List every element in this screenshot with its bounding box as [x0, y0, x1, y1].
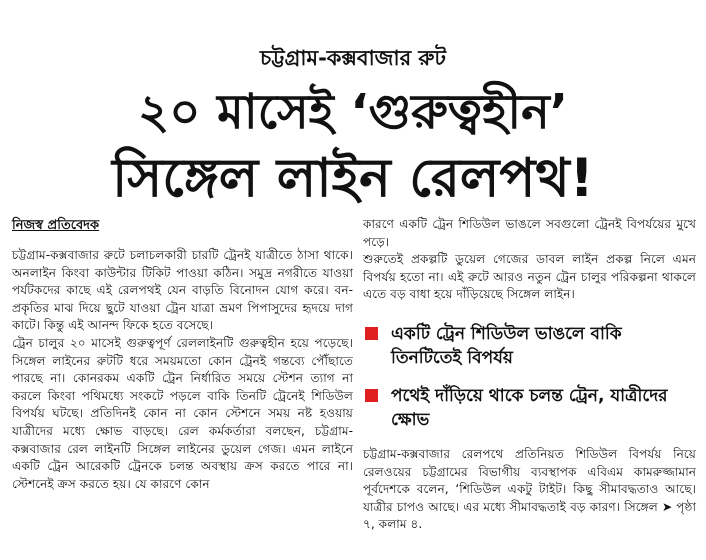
- red-square-bullet-icon: [365, 389, 378, 402]
- callout-1: [363, 322, 696, 370]
- headline-line-1: ২০ মাসেই ‘গুরুত্বহীন’: [138, 84, 568, 140]
- body-paragraph-5: [363, 446, 696, 534]
- callout-2: [363, 384, 696, 432]
- headline-line-2: সিঙ্গেল লাইন রেলপথ!: [112, 148, 594, 209]
- body-paragraph-2: ট্রেন চালুর ২০ মাসেই গুরুত্বপূর্ণ রেললাইনটি গুরুত্বহীন হয়ে পড়েছে। সিঙ্গেল লাইনের রুটটি ধরে সময়মতো কোন ট্রেনই গন্তব্যে পৌঁছাতে পারছে না। কোনরকম একটি ট্রেন নির্ধারিত সময়ে স্টেশন ত্যাগ না করলে কিংবা পথিমধ্যে সংকটে পড়লে বাকি তিনটি ট্রেনেই শিডিউল বিপর্যয় ঘটছে। প্রতিদিনই কোন না কোন স্টেশনে সময় নষ্ট হওয়ায় যাত্রীদের মধ্যে ক্ষোভ বাড়ছে। রেল কর্মকর্তারা বলছেন, চট্টগ্রাম-কক্সবাজার রেল লাইনটি সিঙ্গেল লাইনের ডুয়েল গেজ। এমন লাইনে একটি ট্রেন আরেকটি ট্রেনকে চলন্ত অবস্থায় ক্রস করতে পারে না। স্টেশনেই ক্রস করতে হয়। যে কারণে কোন: [12, 335, 353, 491]
- article-kicker: চট্টগ্রাম-কক্সবাজার রুট: [260, 46, 446, 70]
- body-paragraph-3: কারণে একটি ট্রেন শিডিউল ভাঙলে সবগুলো ট্রেনই বিপর্যয়ের মুখে পড়ে।: [363, 217, 696, 249]
- body-paragraph-1: চট্টগ্রাম-কক্সবাজার রুটে চলাচলকারী চারটি ট্রেনই যাত্রীতে ঠাসা থাকে। অনলাইন কিংবা কাউন্টার টিকিট পাওয়া কঠিন। সমুদ্র নগরীতে যাওয়া পর্যটকদের কাছে এই রেলপথই যেন বাড়তি বিনোদন যোগ করে। বন-প্রকৃতির মাঝ দিয়ে ছুটে যাওয়া ট্রেন যাত্রা ভ্রমণ পিপাসুদের হৃদয়ে দাগ কাটে। কিন্তু এই আনন্দ ফিকে হতে বসেছে।: [12, 248, 353, 333]
- continuation-arrow-icon: ➤: [661, 499, 673, 514]
- red-square-bullet-icon: [365, 327, 378, 340]
- body-paragraph-5-text: চট্টগ্রাম-কক্সবাজার রেলপথে প্রতিনিয়ত শিডিউল বিপর্যয় নিয়ে রেলওয়ের চট্টগ্রামের বিভাগীয় ব্যবস্থাপক এবিএম কামরুজ্জামান পূর্বদেশকে বলেন, ‘শিডিউল একটু টাইট। কিছু সীমাবদ্ধতাও আছে। যাত্রীর চাপও আছে। এর মধ্যে সীমাবদ্ধতাই বড় কারণ। সিঙ্গেল: [363, 446, 696, 514]
- callout-1-text: একটি ট্রেন শিডিউল ভাঙলে বাকি তিনটিতেই বিপর্যয়: [391, 323, 622, 368]
- callout-2-text: পথেই দাঁড়িয়ে থাকে চলন্ত ট্রেন, যাত্রীদের ক্ষোভ: [391, 385, 668, 430]
- byline: নিজস্ব প্রতিবেদক: [12, 218, 100, 233]
- right-column: [363, 216, 696, 534]
- body-paragraph-4: শুরুতেই প্রকল্পটি ডুয়েল গেজের ডাবল লাইন প্রকল্প নিলে এমন বিপর্যয় হতো না। এই রুটে আরও নতুন ট্রেন চালুর পরিকল্পনা থাকলে এতে বড় বাধা হয়ে দাঁড়িয়েছে সিঙ্গেল লাইন।: [363, 252, 696, 302]
- left-column: [12, 216, 353, 493]
- continuation-ref: পৃষ্ঠা ৭, কলাম ৪.: [363, 499, 697, 532]
